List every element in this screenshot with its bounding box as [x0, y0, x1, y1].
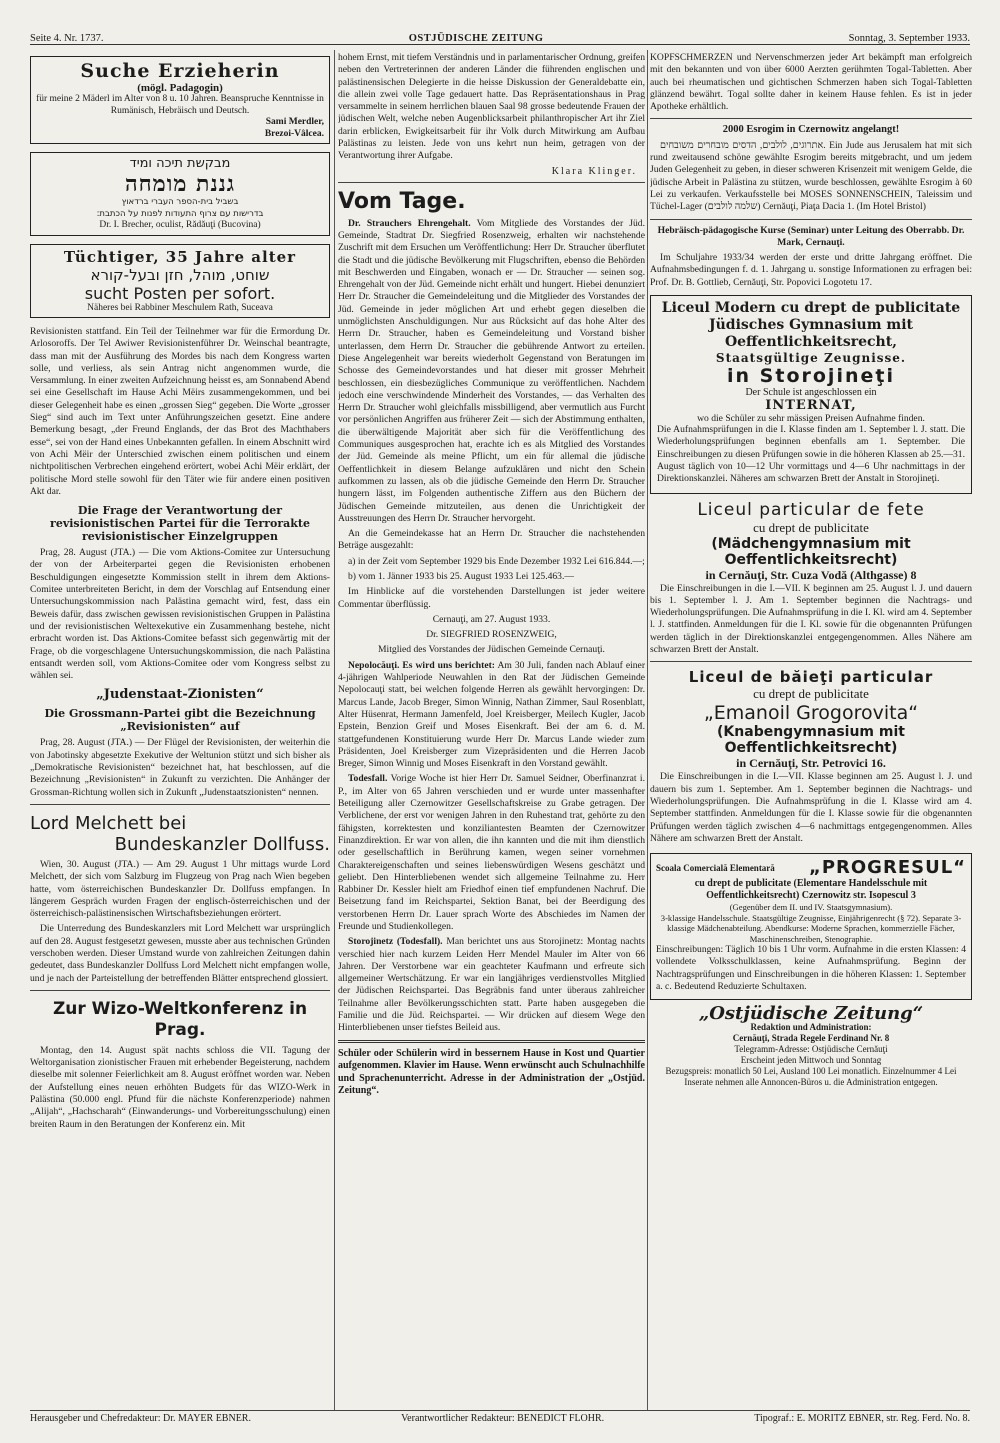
news-lead: Dr. Strauchers Ehrengehalt. — [348, 217, 471, 229]
column-1 — [30, 52, 330, 1407]
ad-line: „Ostjüdische Zeitung“ — [698, 1003, 924, 1025]
ad-esrogim-text: אתרוגים, לולבים, הדסים מובחרים משובחים. Ein Jude aus Jerusalem hat mit sich rund zweitausend schöne gewählte Esrogim bereits mitgebracht, und um jedem Juden Gelegenheit zu geben, in dieser schweren Krisenzeit mit wenigem Gelde, die jüdische Arbeit in Palästina zu stützen, wurde beschlossen, gewählte Esrogim à 60 Lei zu verkaufen. Verkaufsstelle bei MOSES SONNENSCHEIN, Taleissim und Tüchel-Lager (שלמה לולבים) Cernăuţi, Piaţa Dacia 1. (Im Hotel Bristol) — [650, 139, 972, 213]
article-heading: Bundeskanzler Dollfuss. — [114, 833, 330, 855]
ad-line: in Cernăuţi, Str. Petrovici 16. — [736, 756, 886, 771]
ad-esrogim-title: 2000 Esrogim in Czernowitz angelangt! — [722, 124, 900, 136]
news-lead: Storojinetz (Todesfall). — [348, 936, 443, 948]
ad-text: Einschreibungen: Täglich 10 bis 1 Uhr vorm. Aufnahme in die ersten Klassen: 4 vollendete Volksschulklassen, keine Aufnahmsprüfung. Beginn der Nachtragsprüfungen und Einschreibungen in die höheren Klassen: 1. September a. c. Bedeutend Reduzierte Schultaxen. — [656, 944, 966, 992]
ad-address: Dr. I. Brecher, oculist, Rădăuţi (Bucovina) — [99, 220, 261, 230]
divider — [650, 118, 972, 119]
article-heading: Lord Melchett bei — [30, 812, 187, 834]
ad-hebrew-line: בדרישות עם צרוף התעודות לפנות על הכתבת: — [96, 208, 264, 219]
news-text: Vorige Woche ist hier Herr Dr. Samuel Seidner, Oberfinanzrat i. P., im Alter von 65 Jahren verschieden und er wurde unter massenhafter Beteiligung aller Czernowitzer Gesellschaftskreise zu Grabe getragen. Der Verblichene, der erst vor wenigen Jahren in den Ruhestand trat, gehörte zu den fähigsten, korrektesten und konziliantesten Beamten der Czernowitzer Finanzdirektion. Er war von allen, die ihn kannten und die mit ihm dienstlich oder gesellschaftlich in Berührung kamen, wegen seiner vornehmen Charaktereigenschaften und seines liebenswürdigen Wesens geschätzt und geliebt. Den Hinterbliebenen wendet sich allgemeine Teilnahme zu. Herr Rabbiner Dr. Kessler hielt am Friedhof einen tief empfundenen Nachruf. Die Beisetzung fand im Reichspartei, Sektion Banat, bei der Beerdigung des verstorbenen Herrn Dr. Lauer sprach Worte des Abschiedes im Namen der Freunde und Studienkollegen. — [338, 773, 645, 932]
page-header — [30, 28, 970, 45]
ad-name: Sami Merdler, — [265, 117, 324, 127]
ad-line: (Knabengymnasium mit Oeffentlichkeitsrecht) — [717, 724, 905, 757]
column-rule — [647, 50, 648, 1410]
ad-line: Cernăuţi, Strada Regele Ferdinand Nr. 8 — [732, 1033, 890, 1044]
ad-liceul-baieti — [650, 668, 972, 845]
divider — [338, 182, 645, 183]
article-paragraph: Prag, 28. August (JTA.) — Die vom Aktions-Comitee zur Untersuchung der von der Arbeiterpartei gegen die Revisionisten erhobenen Beschuldigungen eingesetzte Kommission stellt in ihrem dem Aktions-Comitee unterbreiteten Bericht, in dem der Vorschlag auf Entsendung einer Untersuchungskommission nach Palästina gemacht wird, fest, dass ein Beweis dafür, dass zwischen gewissen revisionistischen Gruppen in Palästina und der revisionistischen Weltexekutive ein Zusammenhang bestehe, nicht erbracht worden ist. Das Aktions-Comitee befasst sich gegenwärtig mit der Frage, ob die vorgeschlagene Untersuchungskommission, die nach Palästina entsandt werden soll, vom Aktions-Comitee oder vom Kongress selbst zu wählen sei. — [30, 547, 330, 682]
ad-text: Die Einschreibungen in die I.—VII. K beginnen am 25. August l. J. und dauern bis 1. September l. J. Am 1. September beginnen die Nachtrags- und Wiederholungsprüfungen. Die Aufnahmsprüfung in die I. Kl. wird am 4. September l. J. stattfinden. Anmeldungen für die I. Kl. sowie für die obgenannten Prüfungen werden täglich in der Direktionskanzlei entgegengenommen. Alles Nähere am schwarzen Brett der Anstalt. — [650, 582, 972, 656]
ad-place: Brezoi-Vâlcea. — [264, 128, 324, 139]
ad-more: Näheres bei Rabbiner Meschulem Rath, Suceava — [87, 302, 273, 313]
ad-line: „PROGRESUL“ — [809, 857, 966, 879]
news-lead: Nepolocăuţi. Es wird uns berichtet: — [348, 659, 495, 671]
ad-hebrew-line: מבקשת תיכה ומיד — [129, 156, 231, 171]
article-paragraph: Die Unterredung des Bundeskanzlers mit Lord Melchett war ursprünglich auf den 28. August festgesetzt gewesen, musste aber aus technischen Gründen verschoben werden. Dieser Umstand wurde von zahlreichen Zeitungen dahin gedeutet, dass Bundeskanzler Dollfuss Lord Melchett nicht empfangen wolle, und je nach der Parteistellung der betreffenden Blätter entsprechend glossiert. — [30, 923, 330, 984]
ad-erzieherin — [30, 56, 330, 144]
article-paragraph: hohem Ernst, mit tiefem Verständnis und in parlamentarischer Ordnung, greifen neben den Vertreterinnen der anderen Länder die führenden englischen und palästinensischen Delegierte in die heisse Diskussion der Generaldebatte ein, die allein zwei volle Tage gedauert hatte. Das Repräsentationshaus in Prag versammelte in seinem herrlichen blauen Saal 98 grosse bedeutende Frauen der jüdischen Welt, welche neben Augenblicksarbeit philanthropischer Art ihr Ziel darin erblicken, Ewigkeitsarbeit für ihr Volk durch Mitwirkung am Aufbau Palästinas zu leisten. Jede von uns kehrt nun heim, getragen von der Verantwortung ihrer Aufgabe. — [338, 52, 645, 162]
article-heading: Die Frage der Verantwortung der revisionistischen Partei für die Terrorakte revisionistischer Einzelgruppen — [50, 504, 310, 544]
article-paragraph: Montag, den 14. August spät nachts schloss die VII. Tagung der Weltorganisation zionistischer Frauen mit erhebender Begeisterung, nachdem dieselbe mit solenner Feierlichkeit am 8. August eröffnet worden war. Neben der Aufstellung eines neuen erhöhten Budgets für das WIZO-Werk in Palästina (50.000 engl. Pfund für die nächste Konferenzperiode) nahmen „Alijah“, „Hachscharah“ (Einwanderungs- und Vorbereitungsschulung) einen breiten Raum in den Beratungen der Konferenz ein. Mit — [30, 1044, 330, 1130]
ad-line: Jüdisches Gymnasium mit Oeffentlichkeitsrecht, — [709, 317, 913, 351]
section-heading: Vom Tage. — [338, 188, 466, 214]
article-paragraph: Prag, 28. August (JTA.) — Der Flügel der Revisionisten, der weiterhin die von Jabotinsky abgesetzte Exekutive der Weltunion stützt und sich bisher als „Demokratische Revisionisten“ bezeichnet hat, hat beschlossen, auf die Bezeichnung „Revisionisten“ in Zukunft zu verzichten. Die Anhänger der Grossman-Richtung wollen sich in Zukunft „Judenstaatszionisten“ nennen. — [30, 737, 330, 798]
ad-line: Liceul particular de fete — [697, 499, 925, 520]
ad-text: für meine 2 Mäderl im Alter von 8 u. 10 Jahren. Beanspruche Kenntnisse in Rumänisch, Hebräisch und Deutsch. — [36, 94, 324, 116]
ad-tuechtiger — [30, 244, 330, 319]
ad-line: in Cernăuţi, Str. Cuza Vodă (Althgasse) 8 — [705, 567, 917, 582]
ad-togal: KOPFSCHMERZEN und Nervenschmerzen jeder Art bekämpft man erfolgreich mit den bekannten und von über 6000 Aerzten gerühmten Togal-Tabletten. Aber auch bei rheumatischen und gichtischen Schmerzen haben sich Togal-Tabletten glänzend bewährt. Togal sollte daher in keinem Hause fehlen. Es ist in jeder Apotheke erhältlich. — [650, 52, 972, 113]
ad-progresul — [650, 853, 972, 1000]
ad-line: Bezugspreis: monatlich 50 Lei, Ausland 100 Lei monatlich. Einzelnummer 4 Lei — [665, 1066, 957, 1077]
header-left: Seite 4. Nr. 1737. — [30, 33, 104, 44]
footer-printer: Tipograf.: E. MORITZ EBNER, str. Reg. Ferd. No. 8. — [754, 1413, 970, 1424]
ad-liceul-fete — [650, 500, 972, 657]
ad-schueler: Schüler oder Schülerin wird in bessernem Hause in Kost und Quartier aufgenommen. Klavier im Hause. Wenn erwünscht auch Schulnachhilfe und Sprachenunterricht. Adresse in der Administration der „Ostjüd. Zeitung“. — [338, 1047, 645, 1097]
ad-text: Die Einschreibungen in die I.—VII. Klasse beginnen am 25. August l. J. und dauern bis zum 1. September. Am 1. September beginnen die Nachtrags- und Wiederholungsprüfungen. Die Aufnahmsprüfung in die I. Klasse wird am 4. September stattfinden. Anmeldungen für die I. Klasse sowie für die obgenannten Prüfungen werden täglich zwischen 4—6 nachmittags entgegengenommen. Alles Nähere am schwarzen Brett der Anstalt. — [650, 771, 972, 844]
ad-hebrew-title: גננת מומחה — [124, 171, 236, 197]
ad-kurse-title: Hebräisch-pädagogische Kurse (Seminar) unter Leitung des Oberrabb. Dr. Mark, Cernauţi. — [657, 224, 965, 248]
ad-line: cu drept de publicitate — [753, 519, 869, 535]
header-title: OSTJÜDISCHE ZEITUNG — [408, 33, 544, 44]
ad-line: Liceul de băieţi particular — [688, 668, 934, 687]
article-signature-name: Dr. SIEGFRIED ROSENZWEIG, — [426, 629, 557, 641]
ad-line: cu drept de publicitate — [753, 686, 869, 702]
ad-line: Scoala Comercială Elementară — [656, 862, 775, 873]
article-heading: Zur Wizo-Weltkonferenz in Prag. — [52, 998, 308, 1040]
news-text: Man berichtet uns aus Storojinetz: Montag nachts verschied hier nach kurzem Leiden Herr Mendel Mauler im Alter von 66 Jahren. Der Verstorbene war ein geachteter Kaufmann und erfreute sich allgemeiner Wertschätzung. Er war ein langjähriges verdienstvolles Mitglied der Jüdischen Reichspartei. Das Begräbnis fand unter überaus zahlreicher Teilnahme aller Bevölkerungsschichten statt. Parte haben ausgegeben die Familie und die Jüd. Reichspartei. — Wir drücken auf diesem Wege den Hinterbliebenen unser tiefstes Beileid aus. — [338, 936, 645, 1034]
news-text: Am 30 Juli, fanden nach Ablauf einer 4-jährigen Wahlperiode Neuwahlen in den Rat der Jüdischen Gemeinde Nepolocauţi statt, bei welchen folgende Herren als gewählt hervorgingen: Dr. Marcus Lande, Jacob Breger, Simon Winnig, Nathan Zimmer, Saul Rosenblatt, Alter Hüsenrat, Hermann Jamenfeld, Joel Kreisberger, Meilech Kugler, Jacob Epstein, Benzion Greif und Moses Eisenkraft. Bei der am 6. d. M. stattgefundenen Konstituierung wurde Herr Dr. Marcus Lande wieder zum Präsidenten, Joel Kreisberger zum Vizepräsidenten und die Herren Jacob Breger, Simon Winnig und Moses Eisenkraft in den Vorstand gewählt. — [338, 659, 645, 770]
ad-line: (Mädchengymnasium mit Oeffentlichkeitsrecht) — [711, 535, 911, 568]
article-date: Cernauţi, am 27. August 1933. — [432, 613, 551, 625]
divider — [338, 1040, 645, 1043]
header-date: Sonntag, 3. September 1933. — [848, 33, 970, 44]
divider — [30, 804, 330, 805]
article-paragraph: Im Hinblicke auf die vorstehenden Darstellungen ist jeder weitere Commentar überflüssig. — [338, 586, 645, 610]
ad-line: Liceul Modern cu drept de publicitate — [661, 300, 961, 317]
column-3 — [650, 52, 972, 1407]
ad-line: „Emanoil Grogorovita“ — [703, 702, 919, 725]
ad-line: INTERNAT, — [765, 398, 857, 414]
ad-line: Inserate nehmen alle Annoncen-Büros u. die Administration entgegen. — [684, 1077, 938, 1088]
ad-title: Suche Erzieherin — [80, 60, 280, 82]
ad-kurse-text: Im Schuljahre 1933/34 werden der erste und dritte Jahrgang eröffnet. Die Aufnahmsbedingungen f. d. 1. Jahrgang u. sonstige Informationen zu erfragen bei: Prof. Dr. B. Gottlieb, Cernăuţi, Str. Popovici Logotetu 17. — [650, 252, 972, 288]
ad-line: in Storojineţi — [727, 365, 895, 388]
ad-line: cu drept de publicitate (Elementare Handelsschule mit Oeffentlichkeitsrecht) Czernowitz str. Isopescul 3 — [694, 878, 928, 902]
ad-line: (Gegenüber dem II. und IV. Staatsgymnasium). — [729, 902, 893, 913]
ad-text: Die Aufnahmsprüfungen in die I. Klasse finden am 1. September l. J. statt. Die Wiederholungsprüfungen beginnen ebenfalls am 1. September. Die Einschreibungen zu diesen Prüfungen sowie in die höheren Klassen ab 25.—31. August täglich von 10—12 Uhr vormittags und 4—6 Uhr nachmittags in der Direktionskanzlei. Näheres am schwarzen Brett der Anstalt in Storojineţi. — [657, 424, 965, 485]
ad-line: Staatsgültige Zeugnisse. — [715, 351, 907, 366]
article-subheading: Die Grossmann-Partei gibt die Bezeichnung „Revisionisten“ auf — [44, 707, 316, 734]
divider — [30, 990, 330, 991]
article-signature: Klara Klinger. — [551, 165, 637, 177]
ad-title: Tüchtiger, 35 Jahre alter — [63, 247, 297, 266]
ad-hebrew-line: בשביל בית-הספר העברי ברדאוץ — [121, 197, 239, 207]
article-paragraph: An die Gemeindekasse hat an Herrn Dr. Straucher die nachstehenden Beträge ausgezahlt: — [338, 528, 645, 552]
footer-publisher: Herausgeber und Chefredakteur: Dr. MAYER EBNER. — [30, 1413, 251, 1424]
article-paragraph: Revisionisten stattfand. Ein Teil der Teilnehmer war für die Ermordung Dr. Arlosoroffs. Der Tel Awiwer Revisionistenführer Dr. Weinschal beantragte, dass man mit der Ausführung des Mordes bis nach dem Kongress warten solle, und verliess, als sein Antrag nicht angenommen wurde, die Versammlung. In einer zweiten Aufzeichnung heisst es, am Sonnabend Abend sei eine Gesellschaft im Hause Achi Mëirs zusammengekommen, und bei dieser Gelegenheit habe es einen „grossen Sieg“ gegeben. Die Worte „grosser Sieg“ sind auch im Text unter Anführungszeichen gesetzt. Eine andere Bemerkung besagt, „der Freund Englands, der das Brot des Machthabers esse“, sei von der Hand eines Unbekannten gefallen. In einem Abschnitt wird von Achi Mëir der Unterschied zwischen einem politischen und einem nichtpolitischen Verbrechen eingehend erörtert, wobei Achi Mëir erklärt, der politische Mord stelle sowohl für den Täter wie für andere einen positiven Akt dar. — [30, 326, 330, 497]
column-2 — [338, 52, 645, 1407]
ad-line: Erscheint jeden Mittwoch und Sonntag — [740, 1055, 882, 1066]
ad-hebrew-line: שוחט, מוהל, חזן ובעל-קורא — [90, 265, 270, 284]
ad-line: 3-klassige Handelsschule. Staatsgültige Zeugnisse, Einjährigenrecht (§ 72). Separate 3-klassige Mädchenabteilung. Abendkurse: Moderne Sprachen, kommerzielle Fächer, Maschinenschreiben, Stenographie. — [660, 912, 962, 944]
article-paragraph: a) in der Zeit vom September 1929 bis Ende Dezember 1932 Lei 616.844.—; — [348, 555, 645, 567]
column-rule — [334, 50, 335, 1410]
news-lead: Todesfall. — [348, 773, 388, 785]
ad-line: Der Schule ist angeschlossen ein — [745, 387, 877, 399]
page-footer — [30, 1410, 970, 1424]
ad-line: wo die Schüler zu sehr mässigen Preisen Aufnahme finden. — [697, 413, 925, 425]
article-heading: „Judenstaat-Zionisten“ — [96, 687, 264, 703]
ad-sucht: sucht Posten per sofort. — [84, 283, 276, 303]
divider — [650, 661, 972, 662]
ad-ostjuedische-zeitung — [650, 1003, 972, 1088]
article-signature-role: Mitglied des Vorstandes der Jüdischen Gemeinde Cernauţi. — [378, 644, 605, 656]
article-paragraph: Wien, 30. August (JTA.) — Am 29. August 1 Uhr mittags wurde Lord Melchett, der sich vom Salzburg im Flugzeug von Prag nach Wien begeben hatte, vom österreichischen Bundeskanzler Dr. Dollfuss empfangen. In längerem Gespräch wurden Fragen der englisch-österreichischen und der österreichisch-palästinensischen Wirtschaftsbeziehungen erörtert. — [30, 858, 330, 920]
divider — [650, 219, 972, 220]
ad-storojinet-gymnasium — [650, 295, 972, 493]
article-paragraph: b) vom 1. Jänner 1933 bis 25. August 1933 Lei 125.463.— — [348, 570, 574, 582]
ad-brecher — [30, 152, 330, 236]
news-text: Vom Mitgliede des Vorstandes der Jüd. Gemeinde, Stadtrat Dr. Siegfried Rosenzweig, erhalten wir nachstehende Zuschrift mit dem Ersuchen um Veröffentlichung: Herr Dr. Straucher überflutet die Stadt und die jüdische Bevölkerung mit Flugschriften, ebenso die Behörden mit Beschwerden und Eingaben, wonach er — Dr. Straucher — seinen sog. Ehrengehalt von der Jüd. Gemeinde nicht erhält und hungert. Hiebei denunziert Herr Dr. Straucher die Gemeindeleitung und die Mitglieder des Vorstandes der Jüd. Gemeinde in jeder möglichen Art und erhebt gegen dieselben die unmöglichsten Anschuldigungen. Nur aus Rücksicht auf das hohe Alter des Herrn Dr. Straucher, haben es Gemeindeleitung und Vorstand bisher unterlassen, dem Herrn Dr. Straucher die gebührende Antwort zu erteilen. Diese Angelegenheit war bereits wiederholt Gegenstand von Beratungen im Schosse des Gemeindevorstandes und hat dieser mit grosser Mehrheit beschlossen, ein diesbezügliches Communique zu veröffentlichen. Nachdem jedoch eine verschwindende Minderheit des Vorstandes, — das Verhalten des Herrn Dr. Straucher wohl gleichfalls missbilligend, aber vermutlich aus Furcht vor persönlichen Angriffen aus früherer Zeit — sich der Abstimmung enthalten, die überwältigende Majorität aber sich für die Veröffentlichung des Communiques ausgesprochen hat, erachte ich es als Mitglied des Vorstandes der Jüd. Gemeinde als meine Pflicht, um ein für allemal die jüdische Oeffentlichkeit in diesem Belange aufzuklären und nicht den Schein aufkommen zu lassen, als ob die jüdische Gemeinde den Herrn Dr. Straucher hungern lässt, im Folgenden authentische Ziffern aus den Büchern der Jüdischen Gemeinde mitzuteilen, aus denen die Unrichtigkeit der Ausstreuungen des Herrn Dr. Straucher hervorgeht. — [338, 217, 645, 524]
ad-line: Telegramm-Adresse: Ostjüdische Cernăuţi — [734, 1044, 888, 1055]
ad-line: Redaktion und Administration: — [750, 1022, 872, 1033]
ad-subtitle: (mögl. Padagogin) — [137, 82, 223, 94]
footer-editor: Verantwortlicher Redakteur: BENEDICT FLOHR. — [401, 1413, 605, 1424]
